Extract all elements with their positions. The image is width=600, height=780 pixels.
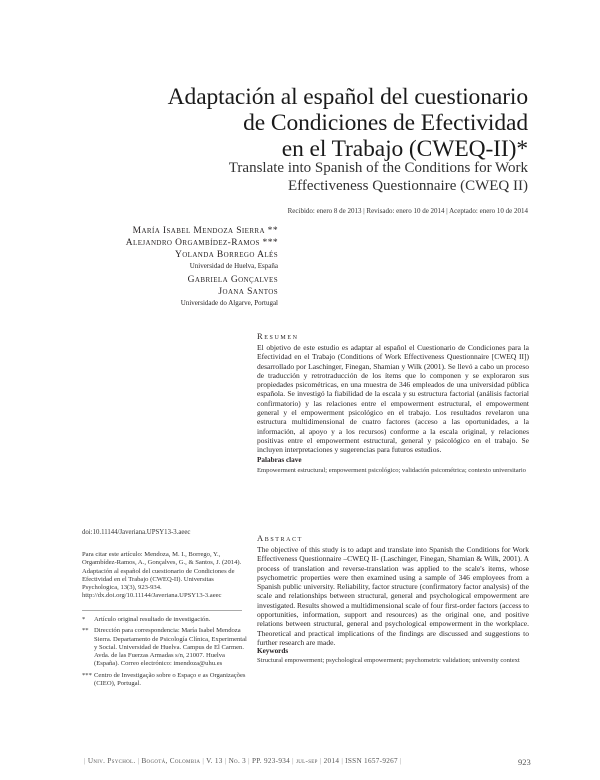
footnote-text: Dirección para correspondencia: María Isabel Mendoza Sierra. Departamento de Psicología Clínica, Experimental y Social. Universidad de Huelva. Campus de El Carmen. Avda. de las Fuerzas Armadas s/n, 21007. Huelva (España). Correo electrónico: imendoza@uhu.es (94, 627, 247, 668)
doi: doi:10.11144/Javeriana.UPSY13-3.aeec (82, 529, 191, 536)
footnote-divider (82, 610, 242, 611)
footer-number: No. 3 (228, 757, 247, 765)
footer-year: 2014 (323, 757, 340, 765)
resumen-section (257, 331, 529, 475)
palabras-clave-text: Empowerment estructural; empowerment psicológico; validación psicométrica; contexto universitario (257, 466, 526, 474)
palabras-clave-heading: Palabras clave (257, 455, 302, 464)
running-footer: | Univ. Psychol. | Bogotá, Colombia | V. 13 | No. 3 | PP. 923-934 | jul-sep | 2014 | ISSN 1657-9267 | (84, 757, 402, 765)
author-block (18, 225, 278, 311)
footer-journal: Univ. Psychol. (87, 757, 136, 765)
footnotes (82, 616, 248, 691)
author-name: María Isabel Mendoza Sierra ** (132, 226, 278, 236)
abstract-heading: Abstract (257, 533, 303, 543)
title-line-1: Adaptación al español del cuestionario (167, 84, 528, 110)
footnote-text: Artículo original resultado de investigación. (94, 616, 211, 623)
citation-note: Para citar este artículo: Mendoza, M. I., Borrego, Y., Orgambídez-Ramos, A., Gonçalves, G., & Santos, J. (2014). Adaptación al español del cuestionario de Condiciones de Efectividad en el Trabajo (CWEQ-II). Universitas Psychologica, 13(3), 923-934. http://dx.doi.org/10.11144/Javeriana.UPSY13-3.aeec (82, 551, 242, 600)
footer-issn: ISSN 1657-9267 (345, 757, 398, 765)
resumen-heading: Resumen (257, 331, 299, 341)
author-name: Alejandro Orgambídez-Ramos *** (125, 238, 278, 248)
footnote-mark: ** (82, 627, 89, 635)
footnote (82, 627, 248, 668)
review-dates: Recibido: enero 8 de 2013 | Revisado: enero 10 de 2014 | Aceptado: enero 10 de 2014 (287, 207, 528, 215)
footer-months: jul-sep (295, 757, 318, 765)
author-name: Joana Santos (218, 287, 278, 297)
article-subtitle (88, 159, 528, 195)
author-affiliation: Universidad de Huelva, España (189, 262, 278, 270)
subtitle-line-1: Translate into Spanish of the Conditions for Work (228, 160, 528, 176)
subtitle-line-2: Effectiveness Questionnaire (CWEQ II) (287, 178, 528, 194)
footnote (82, 672, 248, 689)
footnote-mark: *** (82, 671, 92, 679)
abstract-section (257, 533, 529, 666)
footer-pages: PP. 923-934 (252, 757, 291, 765)
footer-volume: V. 13 (206, 757, 223, 765)
page-number: 923 (518, 757, 531, 767)
title-line-3: en el Trabajo (CWEQ-II)* (281, 136, 528, 162)
article-title (108, 84, 528, 162)
keywords-heading: Keywords (257, 647, 289, 656)
author-name: Gabriela Gonçalves (187, 275, 278, 285)
footnote-text: Centro de Investigação sobre o Espaço e as Organizações (CIEO), Portugal. (94, 671, 246, 688)
author-name: Yolanda Borrego Alés (174, 250, 278, 260)
keywords-text: Structural empowerment; psychological empowerment; psychometric validation; university context (257, 657, 520, 665)
title-line-2: de Condiciones de Efectividad (243, 110, 528, 136)
author-affiliation: Universidade do Algarve, Portugal (180, 299, 278, 307)
abstract-text: The objective of this study is to adapt and translate into Spanish the Conditions for Work Effectiveness Questionnaire –CWEQ II- (Laschinger, Finegan, Shamian & Wilk, 2001). A process of translation and reverse-translation was applied to the scale's items, whose psychometric properties were then examined using a sample of 346 employees from a Spanish public university. Reliability, factor structure (confirmatory factor analysis) of the scale and relationships between structural, general and psychological empowerment are investigated. Results showed a multidimensional scale of four first-order factors (access to opportunities, information, support and resources) as the original one, and positive relations between structural, general and psychological empowerment in the workplace. Theoretical and practical implications of the findings are discussed and suggestions to further research are made. (257, 545, 529, 647)
resumen-text: El objetivo de este estudio es adaptar al español el Cuestionario de Condiciones para la Efectividad en el Trabajo (Conditions of Work Effectiveness Questionnaire [CWEQ II]) desarrollado por Laschinger, Finegan, Shamian y Wilk (2001). Se llevó a cabo un proceso de traducción y retrotraducción de los ítems que lo componen y se exploraron sus propiedades psicométricas, en una muestra de 346 empleados de una universidad pública española. Se investigó la fiabilidad de la escala y su estructura factorial (análisis factorial confirmatorio) y las relaciones entre el empowerment estructural, el empowerment general y el empowerment psicológico en el trabajo. Los resultados revelaron una estructura multidimensional de cuatro factores (acceso a las oportunidades, a la información, al apoyo y a los recursos) conforme a la escala original, y relaciones positivas entre el empowerment estructural, general y psicológico en el trabajo. Se incluyen interpretaciones y sugerencias para futuros estudios. (257, 343, 529, 455)
footnote-mark: * (82, 616, 86, 623)
footer-place: Bogotá, Colombia (141, 757, 201, 765)
footnote (82, 616, 248, 624)
